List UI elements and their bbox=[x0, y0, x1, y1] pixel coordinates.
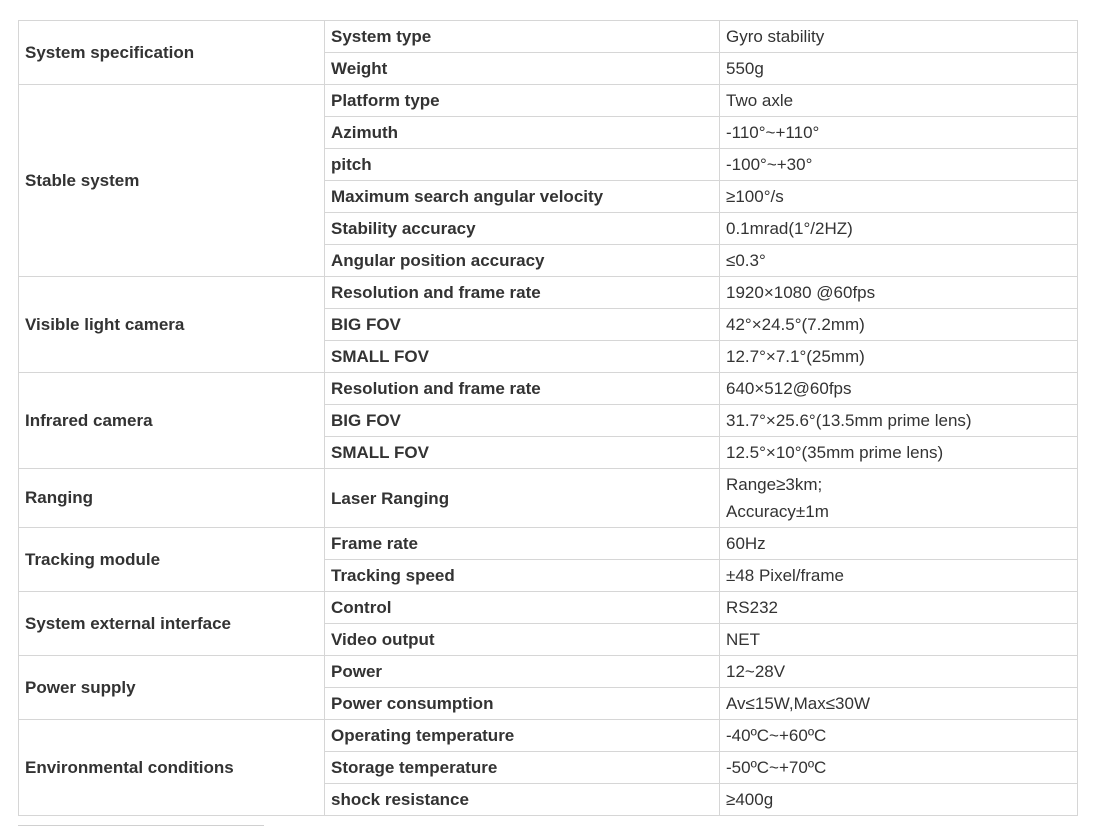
parameter-cell: Maximum search angular velocity bbox=[325, 181, 720, 213]
parameter-cell: Tracking speed bbox=[325, 560, 720, 592]
bottom-divider bbox=[18, 825, 264, 826]
value-cell: Gyro stability bbox=[720, 21, 1078, 53]
parameter-cell: BIG FOV bbox=[325, 405, 720, 437]
value-cell: 12.7°×7.1°(25mm) bbox=[720, 341, 1078, 373]
group-name-cell: Environmental conditions bbox=[19, 720, 325, 816]
specification-table-body bbox=[19, 21, 1078, 816]
value-cell: Two axle bbox=[720, 85, 1078, 117]
parameter-cell: Azimuth bbox=[325, 117, 720, 149]
value-cell: 31.7°×25.6°(13.5mm prime lens) bbox=[720, 405, 1078, 437]
parameter-cell: Power bbox=[325, 656, 720, 688]
value-cell: ±48 Pixel/frame bbox=[720, 560, 1078, 592]
parameter-cell: SMALL FOV bbox=[325, 341, 720, 373]
value-cell: 550g bbox=[720, 53, 1078, 85]
table-row bbox=[19, 469, 1078, 528]
group-name-cell: Infrared camera bbox=[19, 373, 325, 469]
value-cell: 12~28V bbox=[720, 656, 1078, 688]
parameter-cell: Weight bbox=[325, 53, 720, 85]
parameter-cell: Stability accuracy bbox=[325, 213, 720, 245]
parameter-cell: Power consumption bbox=[325, 688, 720, 720]
parameter-cell: Resolution and frame rate bbox=[325, 277, 720, 309]
parameter-cell: BIG FOV bbox=[325, 309, 720, 341]
table-row bbox=[19, 277, 1078, 309]
table-row bbox=[19, 21, 1078, 53]
specification-table bbox=[18, 20, 1078, 816]
group-name-cell: Visible light camera bbox=[19, 277, 325, 373]
value-cell: -40ºC~+60ºC bbox=[720, 720, 1078, 752]
table-row bbox=[19, 85, 1078, 117]
value-cell: -110°~+110° bbox=[720, 117, 1078, 149]
table-row bbox=[19, 720, 1078, 752]
parameter-cell: SMALL FOV bbox=[325, 437, 720, 469]
value-cell: ≥100°/s bbox=[720, 181, 1078, 213]
parameter-cell: Angular position accuracy bbox=[325, 245, 720, 277]
parameter-cell: Frame rate bbox=[325, 528, 720, 560]
value-cell: 42°×24.5°(7.2mm) bbox=[720, 309, 1078, 341]
group-name-cell: System specification bbox=[19, 21, 325, 85]
value-cell: 0.1mrad(1°/2HZ) bbox=[720, 213, 1078, 245]
parameter-cell: System type bbox=[325, 21, 720, 53]
value-cell bbox=[720, 469, 1078, 528]
value-cell: 1920×1080 @60fps bbox=[720, 277, 1078, 309]
group-name-cell: Power supply bbox=[19, 656, 325, 720]
value-cell: RS232 bbox=[720, 592, 1078, 624]
value-cell: Av≤15W,Max≤30W bbox=[720, 688, 1078, 720]
parameter-cell: Operating temperature bbox=[325, 720, 720, 752]
table-row bbox=[19, 373, 1078, 405]
value-cell: ≤0.3° bbox=[720, 245, 1078, 277]
group-name-cell: System external interface bbox=[19, 592, 325, 656]
group-name-cell: Tracking module bbox=[19, 528, 325, 592]
value-cell: 640×512@60fps bbox=[720, 373, 1078, 405]
value-line: Accuracy±1m bbox=[726, 502, 829, 521]
parameter-cell: shock resistance bbox=[325, 784, 720, 816]
table-row bbox=[19, 528, 1078, 560]
parameter-cell: Control bbox=[325, 592, 720, 624]
value-cell: ≥400g bbox=[720, 784, 1078, 816]
parameter-cell: pitch bbox=[325, 149, 720, 181]
value-cell: 60Hz bbox=[720, 528, 1078, 560]
value-line: Range≥3km; bbox=[726, 475, 823, 494]
table-row bbox=[19, 592, 1078, 624]
value-cell: -50ºC~+70ºC bbox=[720, 752, 1078, 784]
parameter-cell: Video output bbox=[325, 624, 720, 656]
group-name-cell: Ranging bbox=[19, 469, 325, 528]
table-row bbox=[19, 656, 1078, 688]
group-name-cell: Stable system bbox=[19, 85, 325, 277]
parameter-cell: Storage temperature bbox=[325, 752, 720, 784]
parameter-cell: Resolution and frame rate bbox=[325, 373, 720, 405]
parameter-cell: Platform type bbox=[325, 85, 720, 117]
value-cell: -100°~+30° bbox=[720, 149, 1078, 181]
value-cell: 12.5°×10°(35mm prime lens) bbox=[720, 437, 1078, 469]
parameter-cell: Laser Ranging bbox=[325, 469, 720, 528]
value-cell: NET bbox=[720, 624, 1078, 656]
